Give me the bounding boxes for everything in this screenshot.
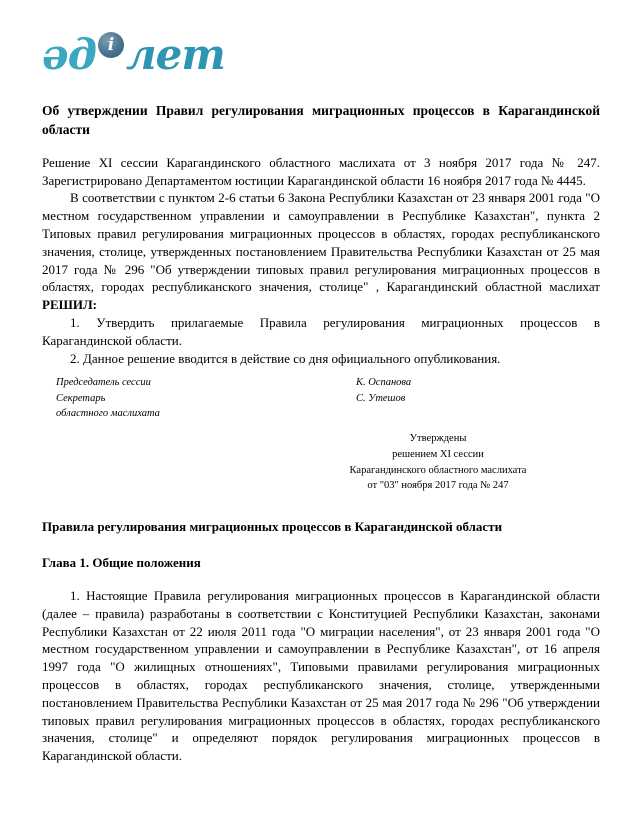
signature-role-secretary: Секретарь — [56, 392, 106, 404]
signature-name-chair: К. Оспанова — [356, 377, 412, 389]
preamble-text: В соответствии с пунктом 2-6 статьи 6 Закона Республики Казахстан от 23 января 2001 года "О местном государственном управлении и самоуправлении в Республике Казахстан", пункта 2 Типовых правил регулирования миграционных процессов в областях, городах республиканского значения, столице, утвержденных постановлением Правительства Республики Казахстан от 25 мая 2017 года № 296 "Об утверждении типовых правил регулирования миграционных процессов в областях, городах республиканского значения, столице" , Карагандинский областной маслихат — [42, 190, 600, 295]
rules-title: Правила регулирования миграционных процессов в Карагандинской области — [42, 519, 503, 534]
signature-name-secretary: С. Утешов — [356, 392, 406, 404]
signature-block — [56, 375, 600, 421]
adilet-logo — [42, 24, 600, 79]
logo-text-right: лет — [125, 30, 225, 79]
signature-empty-cell — [356, 406, 600, 421]
logo-text-left: әд — [42, 30, 96, 79]
signature-row — [56, 391, 600, 406]
chapter-1-title: Глава 1. Общие положения — [42, 554, 201, 570]
approval-line-4: от "03" ноября 2017 года № 247 — [367, 480, 509, 492]
decision-item-1: 1. Утвердить прилагаемые Правила регулирования миграционных процессов в Карагандинской области. — [42, 314, 600, 348]
signature-row — [56, 375, 600, 390]
document-title: Об утверждении Правил регулирования миграционных процессов в Карагандинской области — [42, 103, 600, 137]
signature-row — [56, 406, 600, 421]
rules-paragraph-1: 1. Настоящие Правила регулирования миграционных процессов в Карагандинской области (далее – правила) разработаны в соответствии с Конституцией Республики Казахстан, законами Республики Казахстан от 22 июля 2011 года "О миграции населения", от 23 января 2001 года "О местном государственном управлении и самоуправлении в Республике Казахстан", от 16 апреля 1997 года "О жилищных отношениях", Типовыми правилами регулирования миграционных процессов в областях, городах республиканского значения, столице, утвержденными постановлением Правительства Республики Казахстан от 25 мая 2017 года № 296 "Об утверждении типовых правил регулирования миграционных процессов в областях, городах республиканского значения, столице" и определяют порядок регулирования миграционных процессов в Карагандинской области. — [42, 588, 600, 764]
preamble-resolved-word: РЕШИЛ: — [42, 297, 98, 313]
approval-line-2: решением XI сессии — [392, 448, 484, 460]
signature-role-chair: Председатель сессии — [56, 377, 151, 389]
approval-line-1: Утверждены — [409, 433, 467, 444]
approval-block — [288, 431, 588, 494]
logo-i-circle-icon: і — [98, 32, 124, 58]
signature-role-secretary-line2: областного маслихата — [56, 407, 160, 419]
decision-meta-paragraph: Решение XI сессии Карагандинского областного маслихата от 3 ноября 2017 года № 247. Зарегистрировано Департаментом юстиции Карагандинской области 16 ноября 2017 года № 4445. — [42, 154, 600, 188]
decision-item-2: 2. Данное решение вводится в действие со дня официального опубликования. — [70, 350, 501, 366]
preamble-paragraph — [42, 189, 600, 314]
approval-line-3: Карагандинского областного маслихата — [349, 464, 527, 476]
